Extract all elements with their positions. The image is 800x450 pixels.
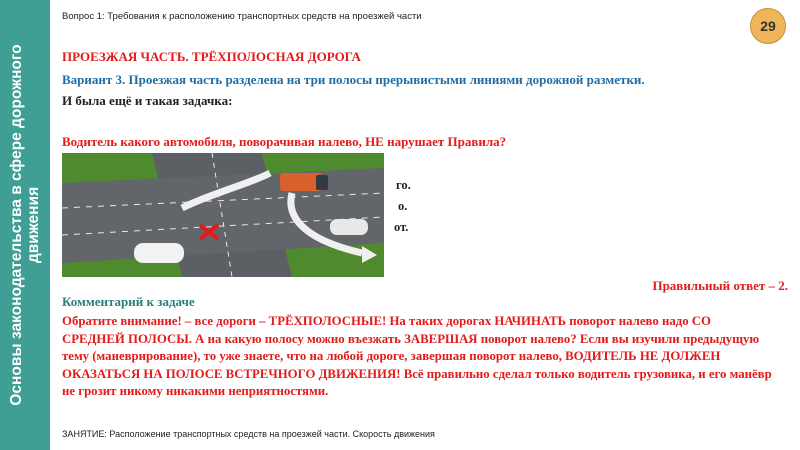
variant-text: Вариант 3. Проезжая часть разделена на три полосы прерывистыми линиями дорожной разметки. xyxy=(62,72,645,87)
question-text: Водитель какого автомобиля, поворачивая налево, НЕ нарушает Правила? xyxy=(62,134,507,149)
partial-line-3: от. xyxy=(394,220,409,234)
intersection-illustration xyxy=(62,153,384,277)
car-icon-left xyxy=(134,243,184,263)
answer-text: Правильный ответ – 2. xyxy=(652,278,788,293)
heading: ПРОЕЗЖАЯ ЧАСТЬ. ТРЁХПОЛОСНАЯ ДОРОГА xyxy=(62,49,361,64)
partial-line-2: о. xyxy=(398,199,408,213)
slide-number-badge: 29 xyxy=(750,8,786,44)
car-icon-right xyxy=(330,219,368,235)
comment-title: Комментарий к задаче xyxy=(62,294,195,309)
truck-cab-icon xyxy=(316,175,328,190)
sidebar xyxy=(0,0,50,450)
partial-line-1: го. xyxy=(396,178,411,192)
sidebar-title: Основы законодательства в сфере дорожного движения xyxy=(8,44,42,406)
truck-icon xyxy=(280,173,322,191)
footer: ЗАНЯТИЕ: Расположение транспортных средств на проезжей части. Скорость движения xyxy=(62,429,435,439)
header-title: Вопрос 1: Требования к расположению транспортных средств на проезжей части xyxy=(62,11,422,22)
intro-text: И была ещё и такая задачка: xyxy=(62,93,233,108)
comment-text: Обратите внимание! – все дороги – ТРЁХПОЛОСНЫЕ! На таких дорогах НАЧИНАТЬ поворот налево надо СО СРЕДНЕЙ ПОЛОСЫ. А на какую полосу можно въезжать ЗАВЕРШАЯ поворот налево? Если вы изучили предыдущую тему (маневрирование), то уже знаете, что на любой дороге, завершая поворот налево, ВОДИТЕЛЬ НЕ ДОЛЖЕН ОКАЗАТЬСЯ НА ПОЛОСЕ ВСТРЕЧНОГО ДВИЖЕНИЯ! Всё правильно сделал только водитель грузовика, и его манёвр не грозит никому никакими неприятностями. xyxy=(62,314,772,398)
